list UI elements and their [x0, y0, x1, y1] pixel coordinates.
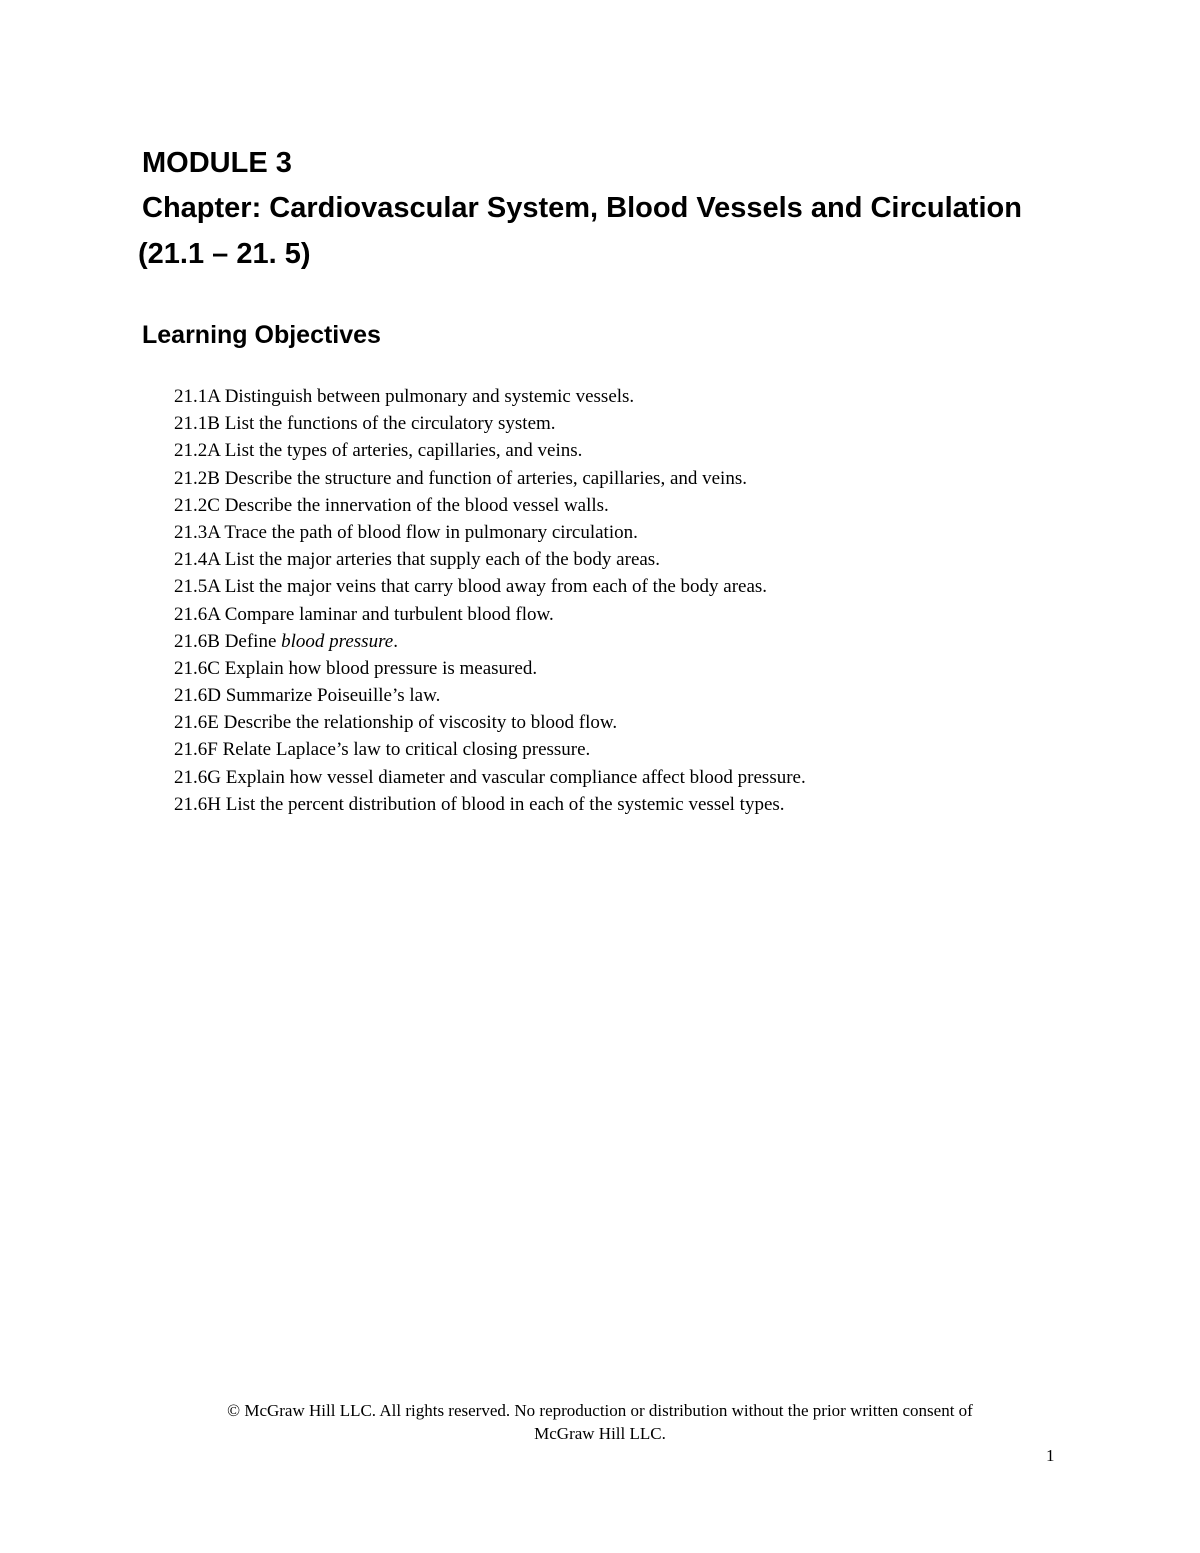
objective-text: Define — [224, 630, 277, 652]
module-title: MODULE 3 — [142, 147, 292, 179]
objective-item — [174, 682, 806, 709]
objective-text: Explain how vessel diameter and vascular compliance affect blood pressure. — [225, 766, 806, 788]
objective-code: 21.1B — [174, 413, 220, 435]
objective-code: 21.6H — [174, 793, 221, 815]
objective-item — [174, 465, 806, 492]
objective-item — [174, 573, 806, 600]
copyright-footer — [150, 1399, 1050, 1445]
objective-suffix: . — [393, 630, 398, 652]
objective-code: 21.6D — [174, 685, 221, 707]
objective-text: Explain how blood pressure is measured. — [224, 657, 538, 679]
objective-item — [174, 410, 806, 437]
objective-text: Summarize Poiseuille’s law. — [225, 685, 441, 707]
objective-code: 21.6B — [174, 630, 220, 652]
objective-emphasis: blood pressure — [281, 630, 394, 652]
objective-item — [174, 383, 806, 410]
objective-text: List the functions of the circulatory system. — [224, 413, 556, 435]
objective-text: Distinguish between pulmonary and systemic vessels. — [224, 386, 635, 407]
copyright-line-2: McGraw Hill LLC. — [534, 1424, 666, 1443]
page-number: 1 — [1046, 1446, 1055, 1465]
objective-item — [174, 519, 806, 546]
objective-text: Describe the structure and function of arteries, capillaries, and veins. — [224, 467, 747, 489]
objective-text: Trace the path of blood flow in pulmonary circulation. — [224, 521, 638, 543]
objective-code: 21.6F — [174, 739, 218, 761]
objective-item — [174, 601, 806, 628]
objective-text: Describe the innervation of the blood vessel walls. — [224, 494, 609, 516]
objective-item — [174, 628, 806, 655]
objective-code: 21.2C — [174, 494, 220, 516]
objective-code: 21.6A — [174, 603, 220, 625]
chapter-section-range: (21.1 – 21. 5) — [138, 238, 311, 270]
objective-item — [174, 736, 806, 763]
objective-text: List the percent distribution of blood in each of the systemic vessel types. — [225, 793, 785, 815]
objective-text: Relate Laplace’s law to critical closing pressure. — [222, 739, 591, 761]
objective-item — [174, 546, 806, 573]
objective-code: 21.2A — [174, 440, 220, 462]
objective-code: 21.2B — [174, 467, 220, 489]
objective-item — [174, 764, 806, 791]
learning-objectives-heading: Learning Objectives — [142, 321, 381, 349]
objective-text: List the major arteries that supply each of the body areas. — [224, 549, 660, 571]
objective-code: 21.6C — [174, 657, 220, 679]
objective-text: Describe the relationship of viscosity to blood flow. — [223, 712, 618, 734]
objective-item — [174, 437, 806, 464]
objective-item — [174, 655, 806, 682]
objective-text: List the major veins that carry blood away from each of the body areas. — [224, 576, 768, 598]
objective-code: 21.6E — [174, 712, 219, 734]
objective-item — [174, 791, 806, 818]
learning-objectives-list — [174, 383, 806, 818]
objective-code: 21.3A — [174, 521, 220, 543]
objective-code: 21.1A — [174, 386, 220, 407]
objective-code: 21.6G — [174, 766, 221, 788]
objective-text: List the types of arteries, capillaries, and veins. — [224, 440, 583, 462]
copyright-line-1: © McGraw Hill LLC. All rights reserved. No reproduction or distribution without the prior written consent of — [227, 1401, 973, 1420]
chapter-title: Chapter: Cardiovascular System, Blood Vessels and Circulation — [142, 192, 1022, 224]
objective-code: 21.4A — [174, 549, 220, 571]
objective-code: 21.5A — [174, 576, 220, 598]
objective-item — [174, 709, 806, 736]
objective-text: Compare laminar and turbulent blood flow. — [224, 603, 554, 625]
objective-item — [174, 492, 806, 519]
